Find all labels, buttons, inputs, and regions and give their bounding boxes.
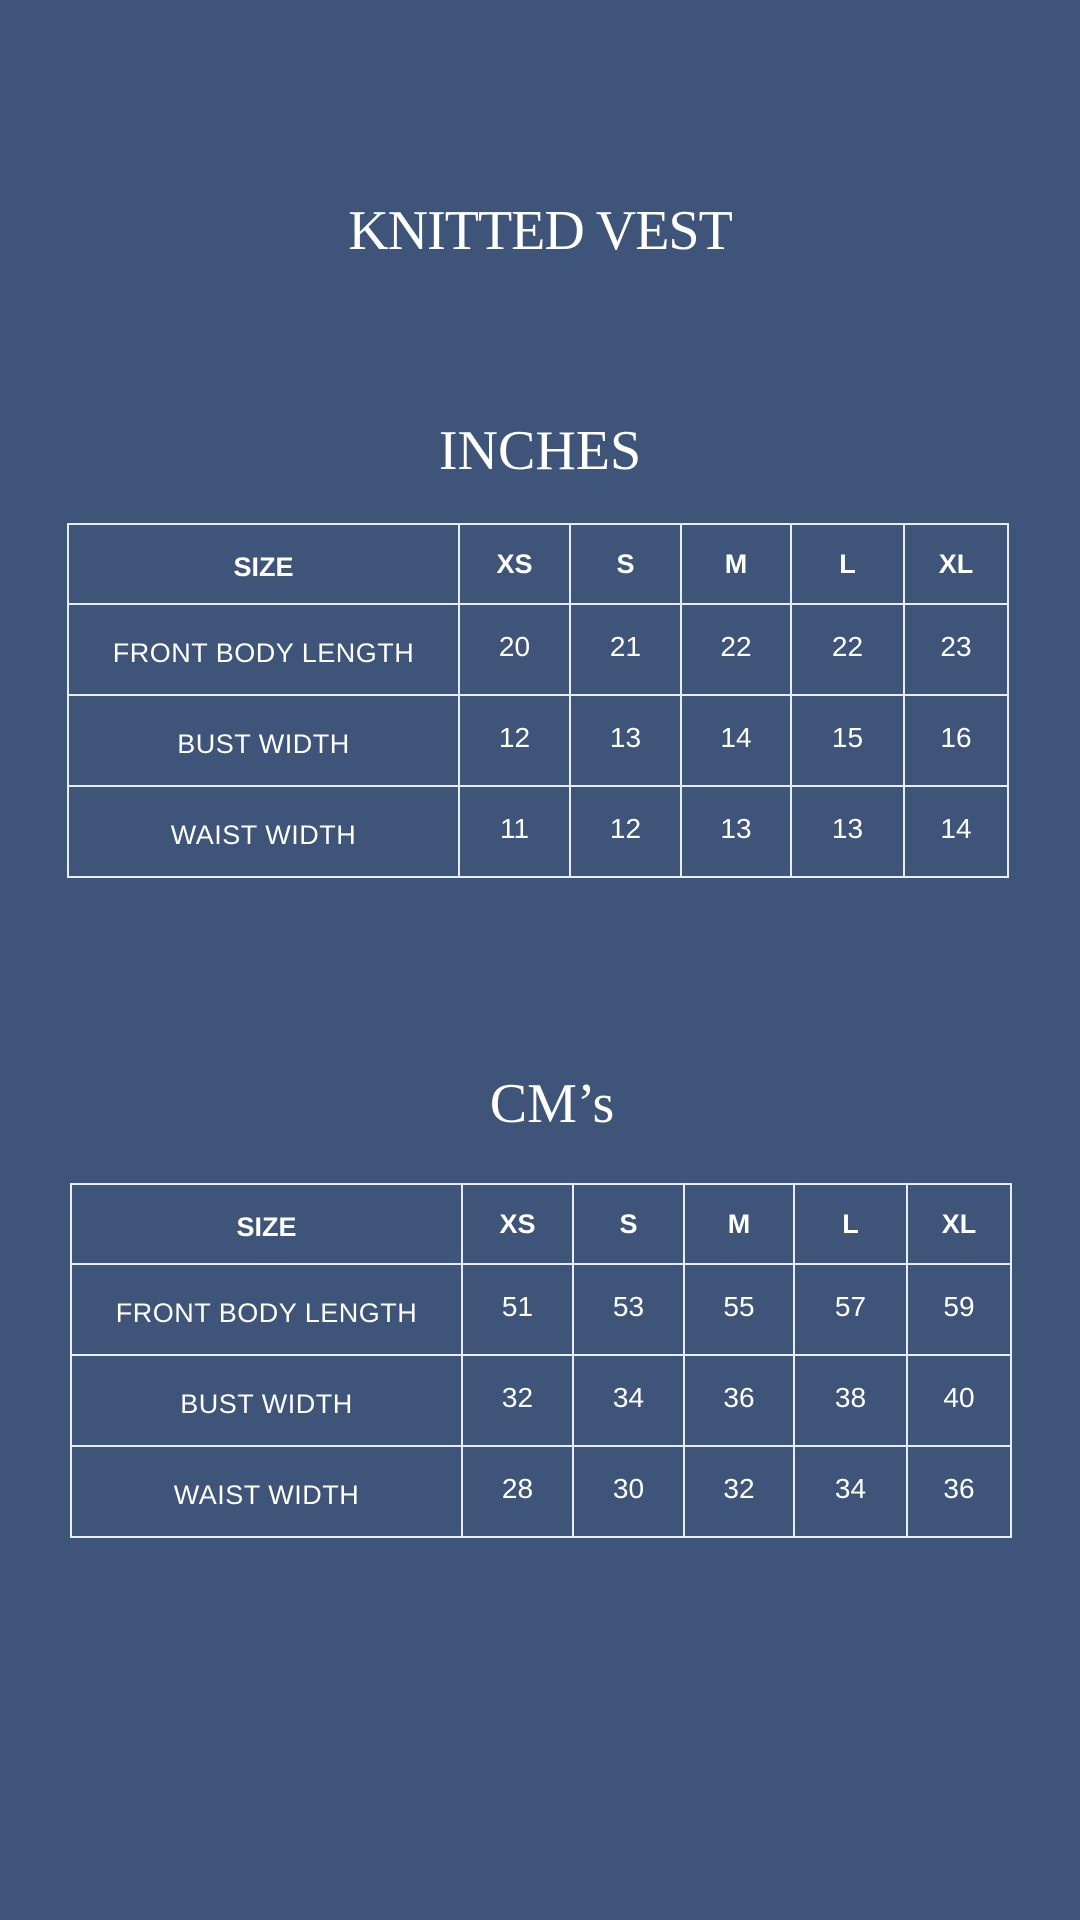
- row-label: WAIST WIDTH: [71, 1446, 462, 1537]
- table-row: [71, 1355, 1011, 1446]
- row-label: FRONT BODY LENGTH: [68, 604, 459, 695]
- column-header-size: SIZE: [68, 524, 459, 604]
- column-header-xs: XS: [459, 524, 570, 604]
- column-header-m: M: [684, 1184, 794, 1264]
- table-cell: 32: [684, 1446, 794, 1537]
- column-header-s: S: [570, 524, 681, 604]
- column-header-xs: XS: [462, 1184, 573, 1264]
- table-cell: 15: [791, 695, 904, 786]
- row-label: BUST WIDTH: [71, 1355, 462, 1446]
- column-header-l: L: [794, 1184, 907, 1264]
- cms-section-title: CM’s: [489, 1073, 615, 1135]
- column-header-xl: XL: [907, 1184, 1011, 1264]
- row-label: BUST WIDTH: [68, 695, 459, 786]
- table-cell: 13: [570, 695, 681, 786]
- table-cell: 21: [570, 604, 681, 695]
- inches-section-title: INCHES: [438, 420, 642, 482]
- table-cell: 40: [907, 1355, 1011, 1446]
- table-cell: 32: [462, 1355, 573, 1446]
- table-cell: 14: [681, 695, 791, 786]
- inches-size-table: [67, 523, 1009, 878]
- page-title: KNITTED VEST: [348, 200, 732, 262]
- column-header-m: M: [681, 524, 791, 604]
- table-cell: 34: [573, 1355, 684, 1446]
- table-cell: 36: [684, 1355, 794, 1446]
- table-cell: 22: [791, 604, 904, 695]
- table-cell: 28: [462, 1446, 573, 1537]
- column-header-l: L: [791, 524, 904, 604]
- table-row: [71, 1264, 1011, 1355]
- table-cell: 13: [681, 786, 791, 877]
- table-cell: 13: [791, 786, 904, 877]
- row-label: FRONT BODY LENGTH: [71, 1264, 462, 1355]
- table-cell: 20: [459, 604, 570, 695]
- table-header-row: [71, 1184, 1011, 1264]
- table-cell: 59: [907, 1264, 1011, 1355]
- table-cell: 34: [794, 1446, 907, 1537]
- table-cell: 53: [573, 1264, 684, 1355]
- table-header-row: [68, 524, 1008, 604]
- table-cell: 30: [573, 1446, 684, 1537]
- table-cell: 12: [459, 695, 570, 786]
- table-row: [71, 1446, 1011, 1537]
- column-header-s: S: [573, 1184, 684, 1264]
- table-cell: 12: [570, 786, 681, 877]
- table-cell: 11: [459, 786, 570, 877]
- table-row: [68, 786, 1008, 877]
- table-cell: 14: [904, 786, 1008, 877]
- column-header-xl: XL: [904, 524, 1008, 604]
- table-cell: 38: [794, 1355, 907, 1446]
- table-cell: 57: [794, 1264, 907, 1355]
- table-cell: 51: [462, 1264, 573, 1355]
- table-cell: 55: [684, 1264, 794, 1355]
- table-cell: 22: [681, 604, 791, 695]
- table-row: [68, 604, 1008, 695]
- column-header-size: SIZE: [71, 1184, 462, 1264]
- row-label: WAIST WIDTH: [68, 786, 459, 877]
- table-row: [68, 695, 1008, 786]
- table-cell: 16: [904, 695, 1008, 786]
- table-cell: 23: [904, 604, 1008, 695]
- table-cell: 36: [907, 1446, 1011, 1537]
- cms-size-table: [70, 1183, 1012, 1538]
